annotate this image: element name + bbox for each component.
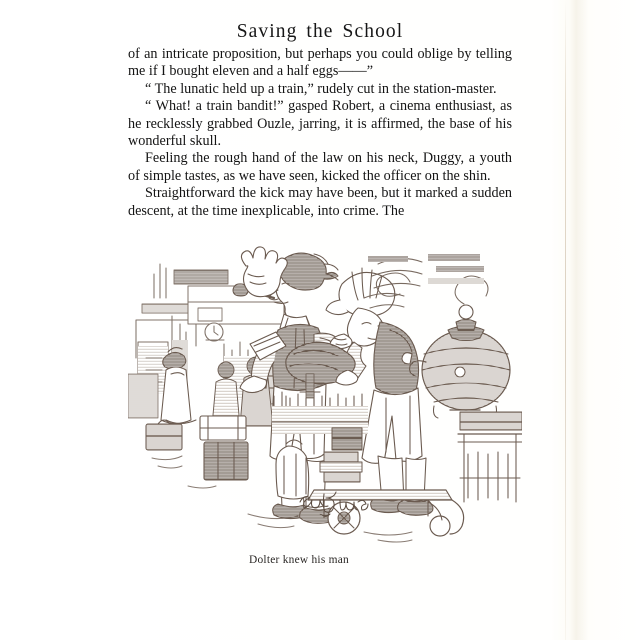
paragraph: Feeling the rough hand of the law on his neck, Duggy, a youth of simple tastes, as we have seen, kicked the officer on the shin. xyxy=(128,150,512,184)
paragraph: of an intricate proposition, but perhaps you could oblige by telling me if I bought eleven and a half eggs——” xyxy=(128,46,512,80)
page-edge-shadow xyxy=(565,0,566,640)
paragraph: “ The lunatic held up a train,” rudely cut in the station-master. xyxy=(145,80,497,97)
paragraph: “ What! a train bandit!” gasped Robert, a cinema enthusiast, as he recklessly grabbed Ouzle, jarring, it is affirmed, the base of his wonderful skull. xyxy=(128,98,512,150)
body-text xyxy=(128,46,512,220)
illustration-caption: Dolter knew his man xyxy=(249,554,349,566)
paragraph: Straightforward the kick may have been, but it marked a sudden descent, at the time inexplicable, into crime. The xyxy=(128,185,512,219)
illustration xyxy=(128,246,522,548)
page-title: Saving the School xyxy=(236,21,404,42)
platform-railing xyxy=(458,412,522,502)
illustration-ink xyxy=(128,247,522,542)
